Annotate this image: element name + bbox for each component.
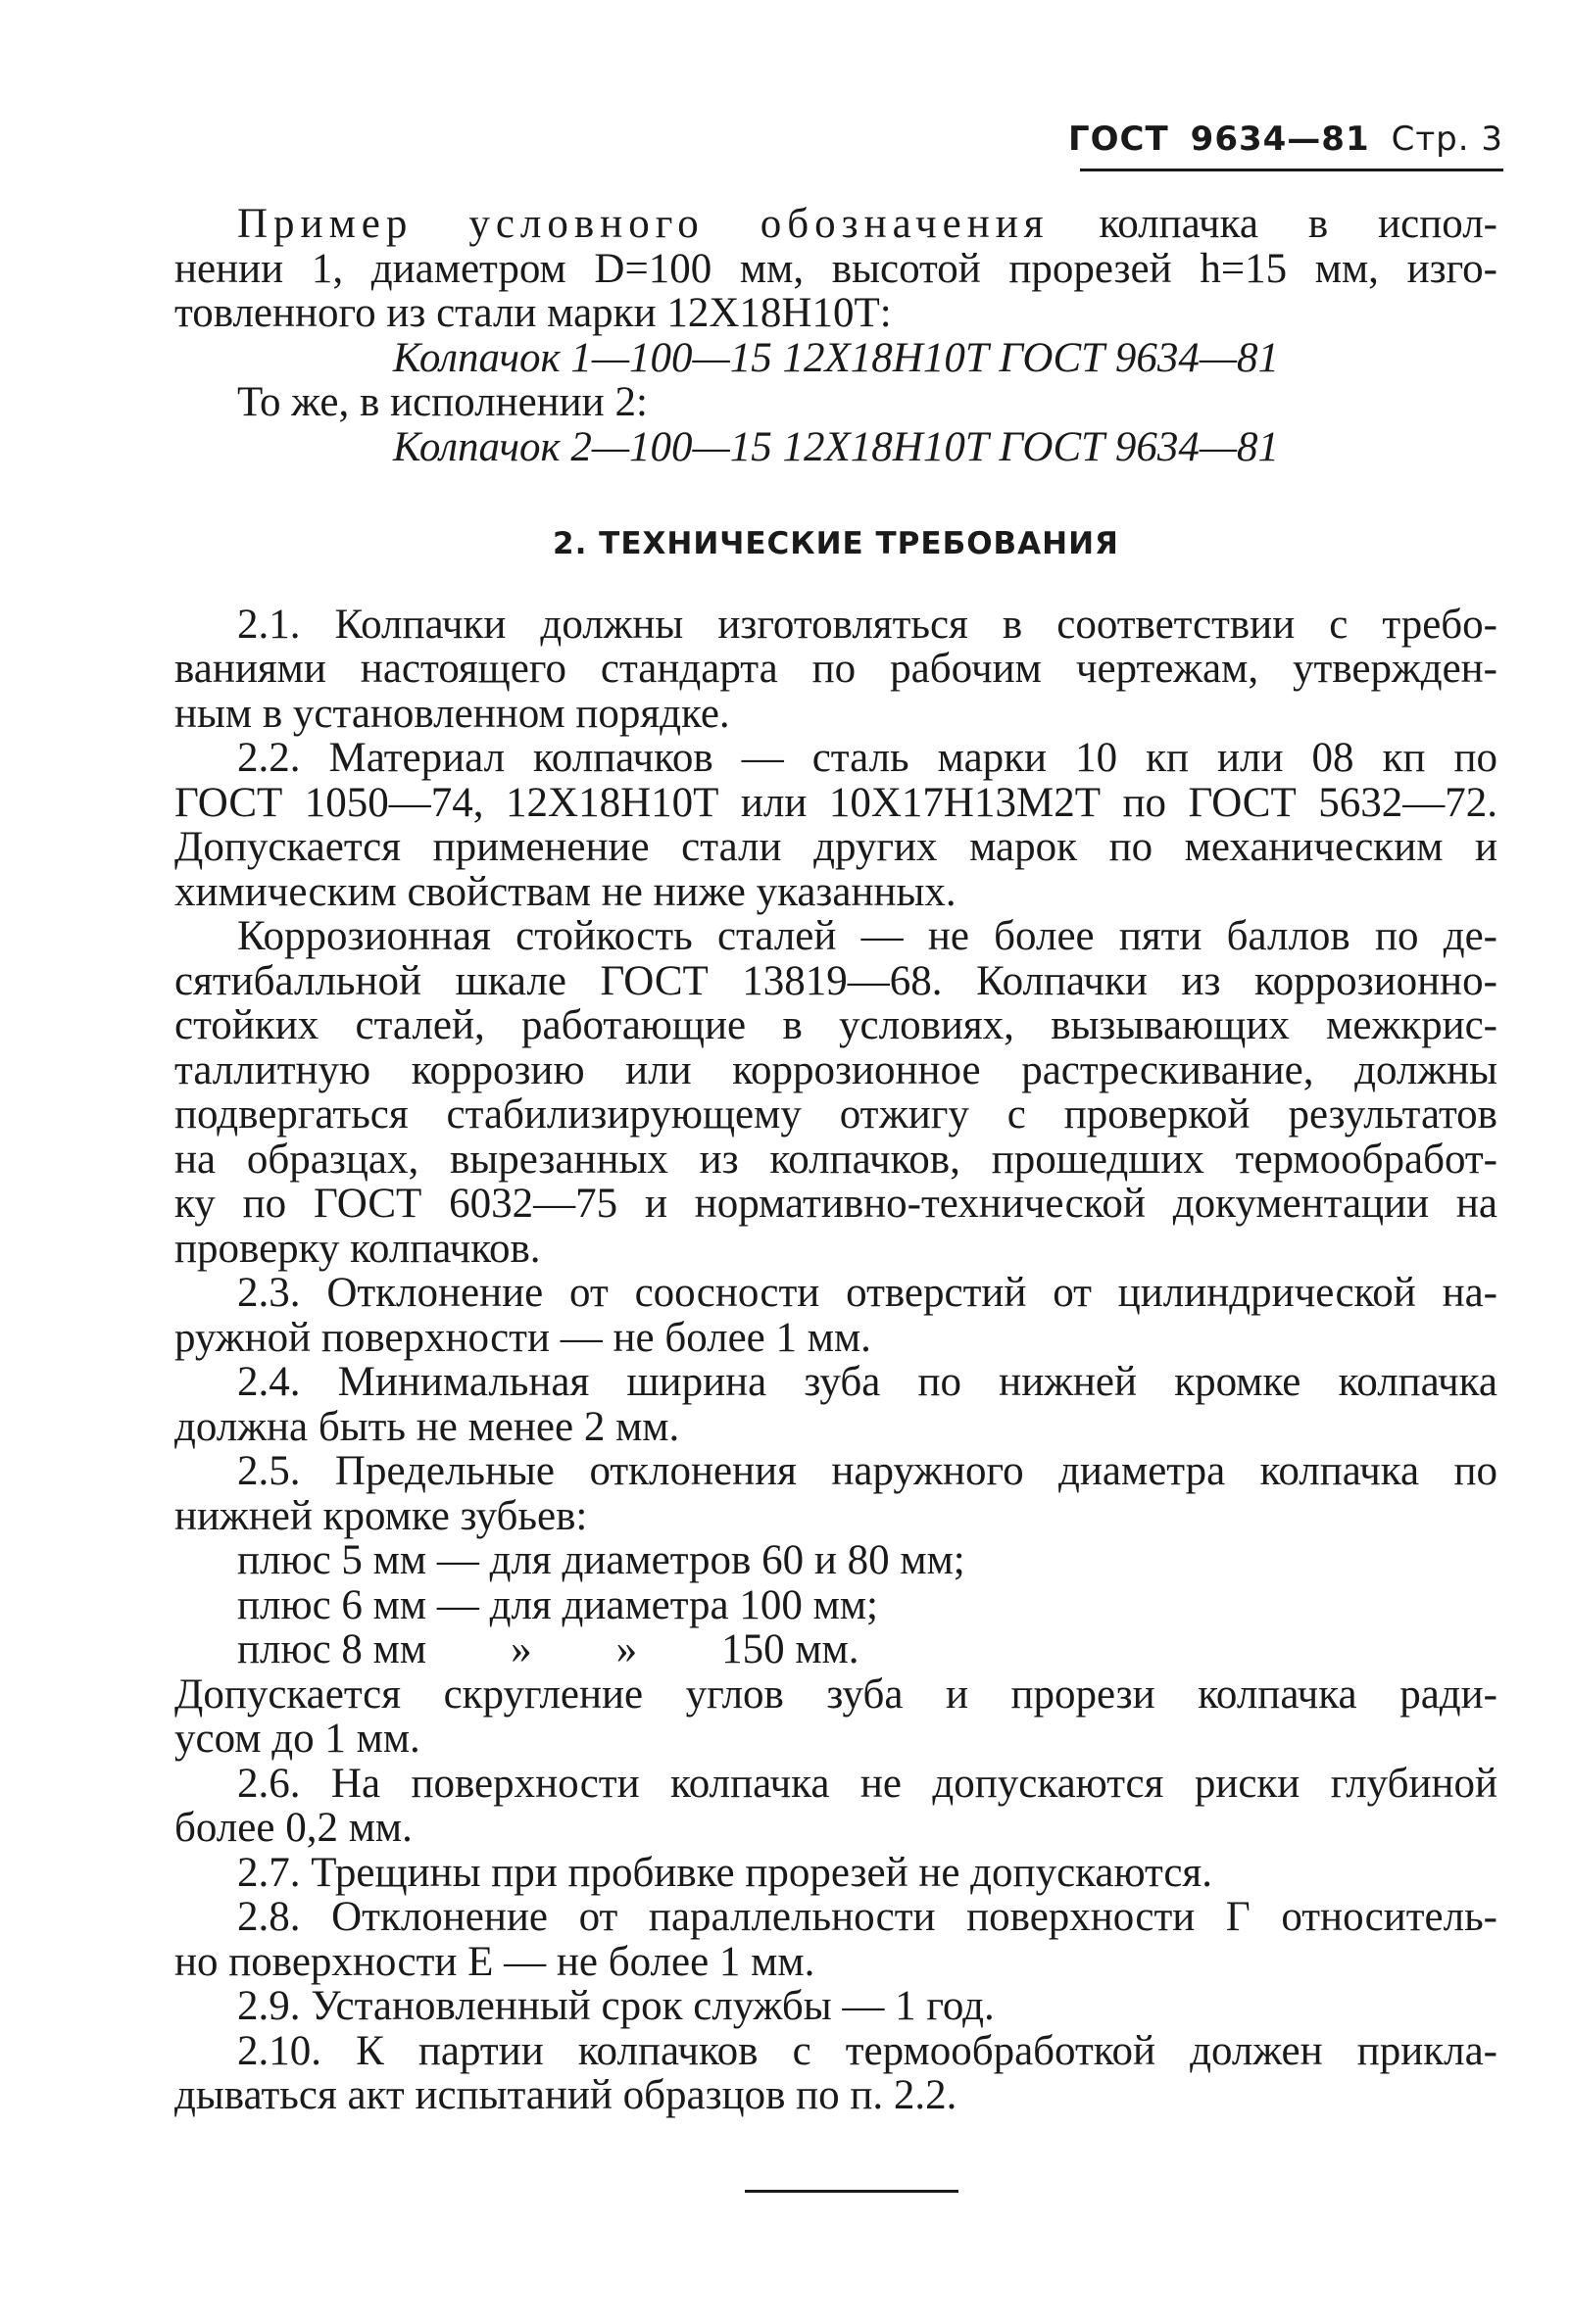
clause-line: проверку колпачков.: [174, 1225, 541, 1272]
clause-line: сятибалльной шкале ГОСТ 13819—68. Колпачки из коррозионно-: [174, 957, 1497, 1004]
clause-2-2: [174, 736, 1497, 914]
clause-2-10: [174, 2029, 1497, 2118]
clause-line: Допускается применение стали других марок по механическим и: [174, 824, 1497, 870]
rounding-paragraph: [174, 1672, 1497, 1762]
clause-2-8: [174, 1895, 1497, 1984]
same-in-version-2: То же, в исполнении 2:: [237, 379, 648, 425]
example-line1-rest: колпачка в испол-: [1099, 201, 1497, 247]
tolerance-line: плюс 5 мм — для диаметров 60 и 80 мм;: [237, 1537, 965, 1583]
clause-line: дываться акт испытаний образцов по п. 2.2.: [174, 2072, 957, 2118]
clause-line: 2.5. Предельные отклонения наружного диаметра колпачка по: [237, 1448, 1497, 1494]
header-page-number: Стр. 3: [1391, 120, 1503, 159]
clause-line: ваниями настоящего стандарта по рабочим чертежам, утвержден-: [174, 646, 1497, 692]
clause-2-1: [174, 603, 1497, 737]
example-paragraph: [174, 202, 1497, 336]
document-body: [174, 202, 1497, 2118]
clause-line: на образцах, вырезанных из колпачков, прошедших термообработ-: [174, 1136, 1497, 1183]
corrosion-paragraph: [174, 914, 1497, 1271]
example-line3: товленного из стали марки 12Х18Н10Т:: [174, 290, 892, 336]
clause-line: ку по ГОСТ 6032—75 и нормативно-технической документации на: [174, 1181, 1497, 1227]
clause-line: стойких сталей, работающие в условиях, вызывающих межкрис-: [174, 1002, 1497, 1048]
clause-line: ружной поверхности — не более 1 мм.: [174, 1314, 871, 1361]
clause-line: более 0,2 мм.: [174, 1805, 413, 1851]
clause-2-3: [174, 1271, 1497, 1360]
clause-2-4: [174, 1360, 1497, 1449]
clause-line: 2.6. На поверхности колпачка не допускаются риски глубиной: [237, 1760, 1497, 1807]
header-standard: ГОСТ: [1067, 120, 1169, 159]
clause-line: 2.3. Отклонение от соосности отверстий от цилиндрической на-: [237, 1270, 1497, 1316]
clause-2-5: [174, 1449, 1497, 1538]
clause-line: должна быть не менее 2 мм.: [174, 1403, 680, 1450]
page-header: [1068, 120, 1503, 159]
clause-line: Коррозионная стойкость сталей — не более пяти баллов по де-: [237, 913, 1497, 959]
clause-line: ГОСТ 1050—74, 12Х18Н10Т или 10Х17Н13М2Т по ГОСТ 5632—72.: [174, 779, 1497, 826]
designation-2: Колпачок 2—100—15 12Х18Н10Т ГОСТ 9634—81: [392, 423, 1280, 470]
clause-line: 2.2. Материал колпачков — сталь марки 10 кп или 08 кп по: [237, 735, 1497, 781]
clause-line: 2.8. Отклонение от параллельности поверхности Г относитель-: [237, 1894, 1497, 1940]
clause-line: 2.1. Колпачки должны изготовляться в соответствии с требо-: [237, 601, 1497, 648]
designation-1: Колпачок 1—100—15 12Х18Н10Т ГОСТ 9634—81: [392, 334, 1280, 381]
clause-2-7: 2.7. Трещины при пробивке прорезей не допускаются.: [237, 1849, 1212, 1896]
clause-line: 2.10. К партии колпачков с термообработкой должен прикла-: [237, 2027, 1497, 2074]
header-number: 9634—81: [1190, 120, 1370, 159]
clause-line: усом до 1 мм.: [174, 1716, 420, 1762]
clause-line: подвергаться стабилизирующему отжигу с проверкой результатов: [174, 1091, 1497, 1138]
clause-2-9: 2.9. Установленный срок службы — 1 год.: [237, 1983, 995, 2029]
tolerance-line: плюс 8 мм » » 150 мм.: [237, 1626, 859, 1672]
clause-line: но поверхности Е — не более 1 мм.: [174, 1938, 815, 1985]
tolerance-line: плюс 6 мм — для диаметра 100 мм;: [237, 1581, 879, 1628]
clause-line: 2.4. Минимальная ширина зуба по нижней кромке колпачка: [237, 1359, 1497, 1405]
clause-2-6: [174, 1762, 1497, 1851]
clause-line: Допускается скругление углов зуба и прорези колпачка ради-: [174, 1670, 1497, 1718]
clause-line: химическим свойствам не ниже указанных.: [174, 868, 957, 915]
example-line2: нении 1, диаметром D=100 мм, высотой прорезей h=15 мм, изго-: [174, 245, 1497, 292]
clause-line: нижней кромке зубьев:: [174, 1492, 588, 1539]
section-title: 2. ТЕХНИЧЕСКИЕ ТРЕБОВАНИЯ: [553, 526, 1119, 561]
clause-line: ным в установленном порядке.: [174, 690, 730, 737]
end-rule: [745, 2190, 958, 2193]
example-lead: Пример условного обозначения: [237, 201, 1050, 247]
header-rule: [1080, 169, 1503, 171]
clause-line: таллитную коррозию или коррозионное растрескивание, должны: [174, 1046, 1497, 1093]
